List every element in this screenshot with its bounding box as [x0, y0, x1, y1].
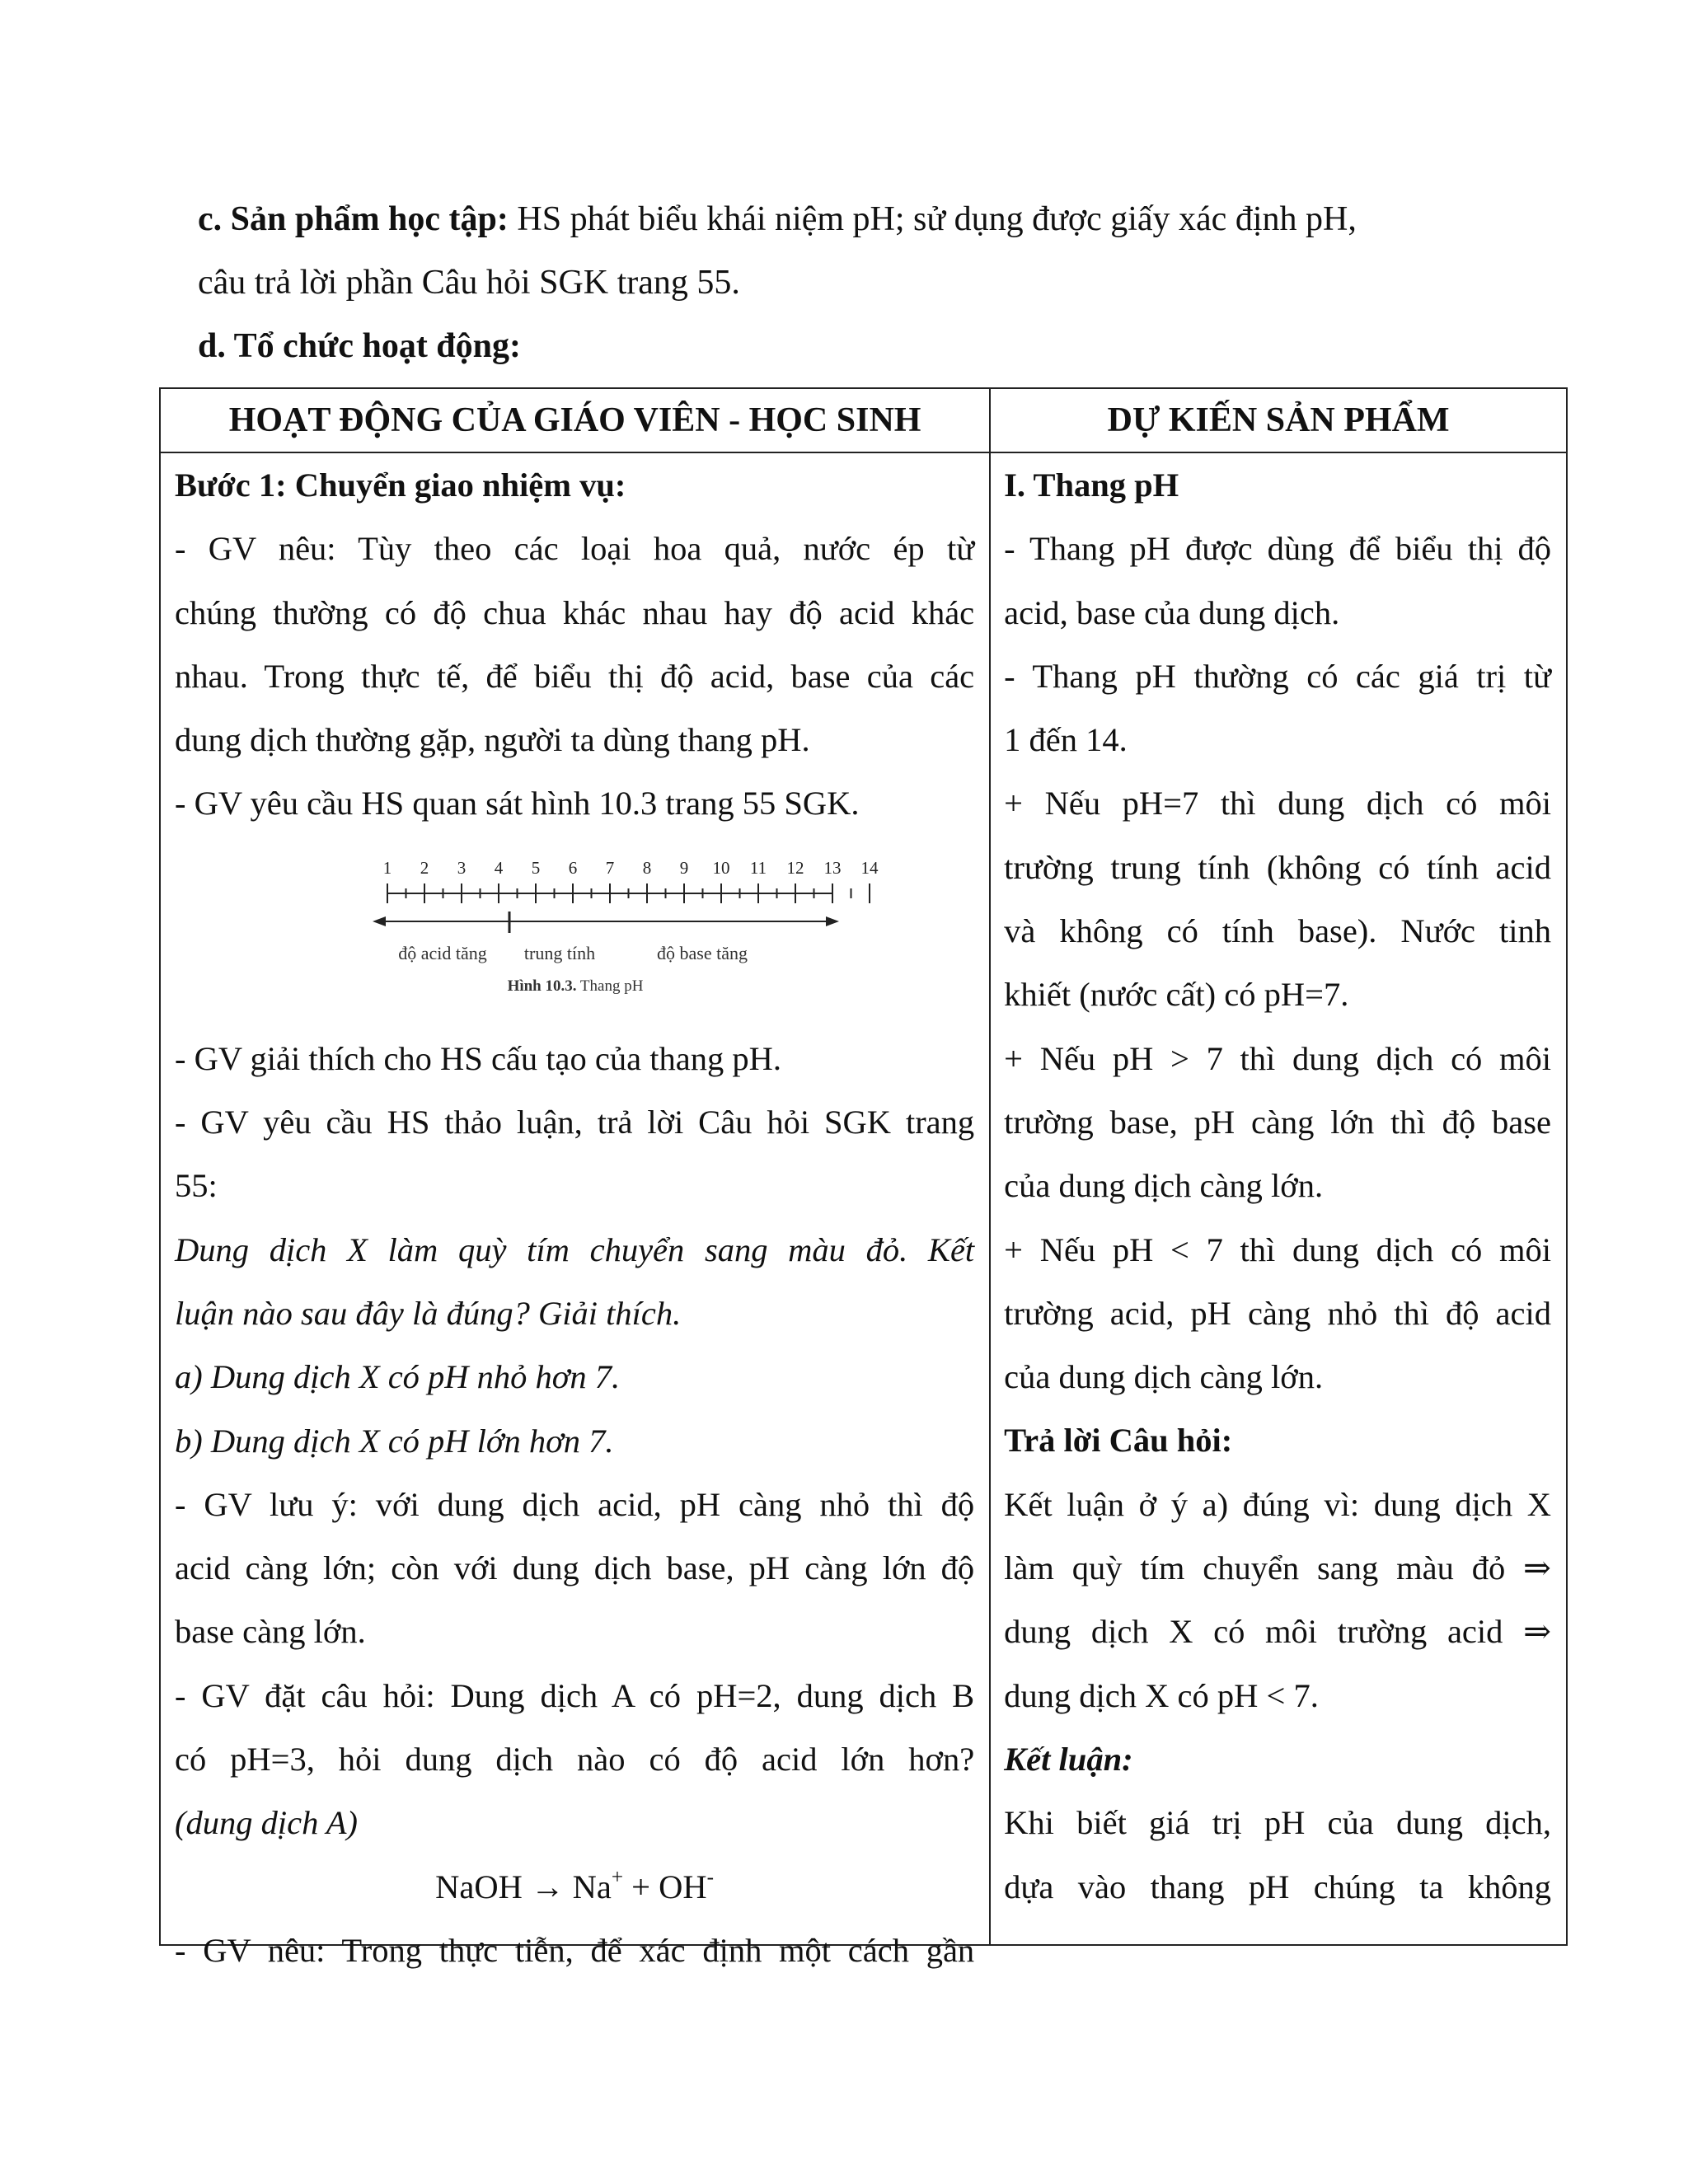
chemical-equation: NaOH → Na+ + OH-: [435, 1866, 714, 1905]
acid-arrow-head: [373, 916, 386, 926]
product-line: trường trung tính (không có tính acid: [1004, 848, 1551, 886]
expected-product-cell: [990, 452, 1567, 1945]
learning-product-text: HS phát biểu khái niệm pH; sử dụng được giấy xác định pH,: [508, 200, 1357, 238]
neutral-label: trung tính: [523, 942, 596, 963]
paragraph-line: - GV nêu: Tùy theo các loại hoa quả, nước ép từ: [175, 530, 975, 568]
conclusion-line: Khi biết giá trị pH của dung dịch,: [1004, 1804, 1551, 1842]
question-line: luận nào sau đây là đúng? Giải thích.: [175, 1294, 682, 1332]
ph-tick-label: 11: [749, 857, 767, 878]
ph-tick-label: 1: [382, 857, 392, 878]
paragraph-line: 55:: [175, 1167, 218, 1205]
paragraph-line: acid càng lớn; còn với dung dịch base, pH càng lớn độ: [175, 1549, 975, 1587]
question-option-b: b) Dung dịch X có pH lớn hơn 7.: [175, 1422, 614, 1460]
figure-caption: Hình 10.3. Thang pH: [507, 977, 644, 995]
learning-product-line-2: câu trả lời phần Câu hỏi SGK trang 55.: [198, 264, 740, 302]
ph-tick-label: 10: [712, 857, 730, 878]
header-teacher-student-activity: HOẠT ĐỘNG CỦA GIÁO VIÊN - HỌC SINH: [160, 388, 990, 452]
ph-tick-label: 2: [420, 857, 429, 878]
ph-tick-label: 6: [568, 857, 578, 878]
product-line: khiết (nước cất) có pH=7.: [1004, 976, 1349, 1014]
ph-scale-title: I. Thang pH: [1004, 466, 1179, 504]
ph-tick-label: 7: [605, 857, 615, 878]
product-line: trường base, pH càng lớn thì độ base: [1004, 1103, 1551, 1141]
learning-product-heading: c. Sản phẩm học tập:: [198, 200, 509, 238]
table-body-row: [160, 452, 1567, 1945]
paragraph-line: có pH=3, hỏi dung dịch nào có độ acid lớn hơn?: [175, 1741, 975, 1779]
ph-tick-label: 9: [679, 857, 689, 878]
learning-product-line: [198, 188, 1566, 251]
step1-heading: Bước 1: Chuyển giao nhiệm vụ:: [175, 466, 626, 504]
base-increase-label: độ base tăng: [657, 942, 748, 963]
ph-tick-label: 3: [457, 857, 467, 878]
ph-tick-label: 14: [860, 857, 879, 878]
product-line: + Nếu pH < 7 thì dung dịch có môi: [1004, 1230, 1551, 1268]
answer-line: dung dịch X có môi trường acid ⇒: [1004, 1613, 1551, 1651]
product-line: - Thang pH được dùng để biểu thị độ: [1004, 530, 1551, 568]
paragraph-line: dung dịch thường gặp, người ta dùng thang pH.: [175, 721, 810, 759]
product-line: và không có tính base). Nước tinh: [1004, 912, 1551, 950]
teacher-activity-cell: [160, 452, 990, 1969]
paragraph-line: base càng lớn.: [175, 1613, 366, 1651]
product-line: + Nếu pH=7 thì dung dịch có môi: [1004, 785, 1551, 823]
ph-scale-figure: [175, 836, 974, 1027]
ph-tick-label: 5: [531, 857, 541, 878]
paragraph-line: - GV yêu cầu HS quan sát hình 10.3 trang 55 SGK.: [175, 785, 860, 823]
header-expected-product: DỰ KIẾN SẢN PHẨM: [990, 388, 1567, 452]
conclusion-line: dựa vào thang pH chúng ta không: [1004, 1868, 1551, 1905]
ph-tick-label: 8: [642, 857, 652, 878]
answer-line: dung dịch X có pH < 7.: [1004, 1676, 1319, 1714]
paragraph-line: - GV nêu: Trong thực tiễn, để xác định một cách gần: [175, 1931, 975, 1969]
paragraph-line: - GV giải thích cho HS cấu tạo của thang pH.: [175, 1039, 781, 1077]
ph-scale-diagram: [175, 836, 974, 1027]
activity-table: [159, 387, 1568, 1969]
product-line: - Thang pH thường có các giá trị từ: [1004, 657, 1551, 695]
answer-heading: Trả lời Câu hỏi:: [1004, 1422, 1233, 1460]
activity-organization-heading: d. Tổ chức hoạt động:: [198, 327, 522, 365]
product-line: acid, base của dung dịch.: [1004, 593, 1340, 631]
paragraph-line: - GV lưu ý: với dung dịch acid, pH càng nhỏ thì độ: [175, 1485, 975, 1523]
answer-line: Kết luận ở ý a) đúng vì: dung dịch X: [1004, 1485, 1551, 1523]
question-option-a: a) Dung dịch X có pH nhỏ hơn 7.: [175, 1358, 621, 1396]
paragraph-line: nhau. Trong thực tế, để biểu thị độ acid, base của các: [175, 657, 975, 695]
paragraph-line: - GV đặt câu hỏi: Dung dịch A có pH=2, dung dịch B: [175, 1676, 975, 1714]
product-line: của dung dịch càng lớn.: [1004, 1167, 1324, 1205]
ph-tick-label: 12: [786, 857, 804, 878]
product-line: trường acid, pH càng nhỏ thì độ acid: [1004, 1294, 1551, 1332]
product-line: của dung dịch càng lớn.: [1004, 1358, 1324, 1396]
conclusion-heading: Kết luận:: [1004, 1740, 1133, 1778]
answer-line: (dung dịch A): [175, 1804, 358, 1842]
product-line: 1 đến 14.: [1004, 721, 1128, 759]
paragraph-line: - GV yêu cầu HS thảo luận, trả lời Câu hỏi SGK trang: [175, 1104, 975, 1141]
table-header-row: [160, 388, 1567, 452]
ph-tick-label: 4: [494, 857, 504, 878]
base-arrow-head: [826, 916, 839, 926]
acid-increase-label: độ acid tăng: [398, 942, 487, 963]
answer-line: làm quỳ tím chuyển sang màu đỏ ⇒: [1004, 1549, 1551, 1587]
ph-tick-label: 13: [823, 857, 842, 878]
product-line: + Nếu pH > 7 thì dung dịch có môi: [1004, 1039, 1551, 1077]
paragraph-line: chúng thường có độ chua khác nhau hay độ acid khác: [175, 593, 975, 631]
intro-section: [198, 188, 1566, 378]
question-line: Dung dịch X làm quỳ tím chuyển sang màu đỏ. Kết: [175, 1230, 975, 1268]
